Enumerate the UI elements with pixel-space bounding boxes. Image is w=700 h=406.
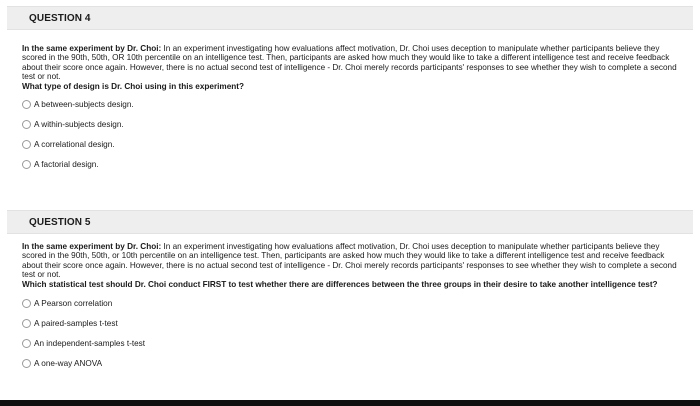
option-label: A between-subjects design. [34, 99, 134, 109]
question-4-option-a[interactable] [22, 94, 679, 114]
question-5-title: QUESTION 5 [29, 216, 91, 228]
question-5-header [7, 210, 693, 234]
radio-button[interactable] [22, 160, 31, 169]
bottom-edge-bar [0, 400, 700, 406]
option-label: A correlational design. [34, 139, 115, 149]
question-4-prompt: What type of design is Dr. Choi using in this experiment? [22, 82, 244, 92]
option-label: A factorial design. [34, 159, 99, 169]
radio-button[interactable] [22, 319, 31, 328]
question-5-stem-text: In an experiment investigating how evaluations affect motivation, Dr. Choi uses deception to manipulate whether participants believe they scored in the 90th, 50th, or 10th percentile on an intelligence test. Then, participants are asked how much they would like to take a different intelligence test and receive feedback about their score once again. However, there is no actual second test of intelligence - Dr. Choi merely records participants' responses to see whether they wish to complete a second test or not. [22, 242, 677, 279]
radio-button[interactable] [22, 359, 31, 368]
question-4-option-b[interactable] [22, 114, 679, 134]
question-4 [7, 6, 693, 174]
option-label: A one-way ANOVA [34, 358, 103, 368]
question-4-stem-lead: In the same experiment by Dr. Choi: [22, 44, 162, 53]
question-4-stem-text: In an experiment investigating how evaluations affect motivation, Dr. Choi uses deception to manipulate whether participants believe they scored in the 90th, 50th, OR 10th percentile on an intelligence test. Then, participants are asked how much they would like to take a different intelligence test and receive feedback about their score once again. However, there is no actual second test of intelligence - Dr. Choi merely records participants' responses to see whether they wish to complete a second test or not. [22, 44, 677, 81]
question-5-stem-lead: In the same experiment by Dr. Choi: [22, 242, 162, 251]
radio-button[interactable] [22, 299, 31, 308]
question-5-prompt: Which statistical test should Dr. Choi conduct FIRST to test whether there are differences between the three groups in their desire to take another intelligence test? [22, 280, 658, 290]
question-5-option-a[interactable] [22, 293, 679, 313]
option-label: An independent-samples t-test [34, 338, 146, 348]
radio-button[interactable] [22, 339, 31, 348]
question-4-option-d[interactable] [22, 154, 679, 174]
question-5-option-d[interactable] [22, 353, 679, 373]
question-5-options [22, 293, 679, 373]
radio-button[interactable] [22, 120, 31, 129]
radio-button[interactable] [22, 100, 31, 109]
question-4-option-c[interactable] [22, 134, 679, 154]
question-5-option-c[interactable] [22, 333, 679, 353]
question-5-stem [22, 242, 679, 279]
question-4-stem [22, 44, 679, 81]
question-4-options [22, 94, 679, 174]
question-5-option-b[interactable] [22, 313, 679, 333]
option-label: A Pearson correlation [34, 298, 113, 308]
radio-button[interactable] [22, 140, 31, 149]
question-4-header [7, 6, 693, 30]
option-label: A paired-samples t-test [34, 318, 118, 328]
question-5-body [7, 234, 693, 373]
question-5 [7, 210, 693, 373]
question-4-title: QUESTION 4 [29, 12, 91, 24]
option-label: A within-subjects design. [34, 119, 124, 129]
question-4-body [7, 30, 693, 174]
